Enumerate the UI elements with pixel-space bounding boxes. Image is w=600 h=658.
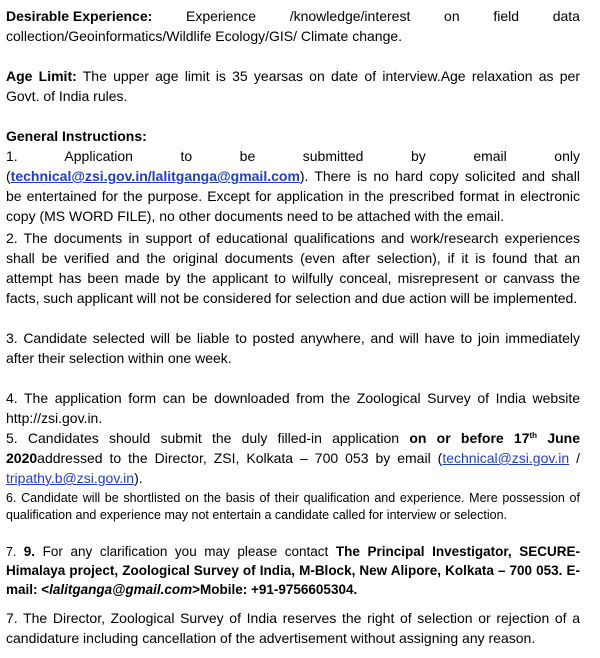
instruction-6: 6. Candidate will be shortlisted on the basis of their qualification and experience. Mere possession of qualification and experience may not entertain a candidate called for interview or selection. [6,491,580,522]
contact-email[interactable]: lalitganga@gmail.com [49,582,193,597]
contact-text: For any clarification you may please contact [35,544,336,559]
experience-line-1 [6,6,580,26]
age-limit-label: Age Limit: [6,68,77,84]
instruction-5-text-end: ). [134,470,143,486]
deadline-month: June 2020 [6,430,580,466]
instruction-4: 4. The application form can be downloaded from the Zoological Survey of India website http://zsi.gov.in. [6,390,580,426]
technical-email-link[interactable]: technical@zsi.gov.in [442,450,570,466]
experience-word: data [552,8,580,24]
experience-section [6,6,580,46]
contact-address: The Principal Investigator, SECURE-Himalaya project, Zoological Survey of India, M-Block, New Alipore, Kolkata – 700 053. E-mail: < [6,544,580,597]
instruction-5 [6,428,580,488]
instruction-5-text-mid: addressed to the Director, ZSI, Kolkata – 700 053 by email ( [37,450,443,466]
application-email-link[interactable]: technical@zsi.gov.in/lalitganga@gmail.com [10,168,300,184]
instruction-1-text: 1. Application to be submitted by email only ( [6,148,580,184]
instruction-5-text: 5. Candidates should submit the duly filled-in application [6,430,410,446]
experience-label: Desirable Experience: [6,8,153,24]
instruction-1 [6,146,580,226]
age-limit-section [6,66,580,106]
experience-word: field [493,8,519,24]
instruction-1-text-end: ). There is no hard copy solicited and shall be entertained for the purpose. Except for application in the prescribed format in electronic copy (MS WORD FILE), no other documents need to be attached with the email. [6,168,580,224]
age-limit-text: The upper age limit is 35 yearsas on date of interview.Age relaxation as per Govt. of India rules. [6,68,580,104]
tripathy-email-link[interactable]: tripathy.b@zsi.gov.in [6,470,135,486]
instruction-7-final: 7. The Director, Zoological Survey of India reserves the right of selection or rejection of a candidature including cancellation of the advertisement without assigning any reason. [6,610,580,646]
general-instructions-heading: General Instructions: [6,128,147,144]
email-separator: / [569,450,581,466]
deadline-ordinal: th [529,431,538,440]
contact-number: 7. [6,545,24,559]
instruction-3: 3. Candidate selected will be liable to posted anywhere, and will have to join immediately after their selection within one week. [6,330,580,366]
contact-number-bold: 9. [23,544,36,559]
experience-word: Experience [185,8,257,24]
instruction-contact [6,542,580,599]
instruction-2: 2. The documents in support of educational qualifications and work/research experiences shall be verified and the original documents (even after selection), if it is found that an attempt has been made by the applicant to wilfully conceal, misrepresent or canvass the facts, such applicant will not be considered for selection and due action will be implemented. [6,230,580,306]
experience-line-2: collection/Geoinformatics/Wildlife Ecology/GIS/ Climate change. [6,28,403,44]
contact-mobile: >Mobile: +91-9756605304. [192,582,358,597]
experience-word: /knowledge/interest [289,8,411,24]
deadline-text: on or before 17 [409,430,530,446]
experience-word: on [444,8,460,24]
